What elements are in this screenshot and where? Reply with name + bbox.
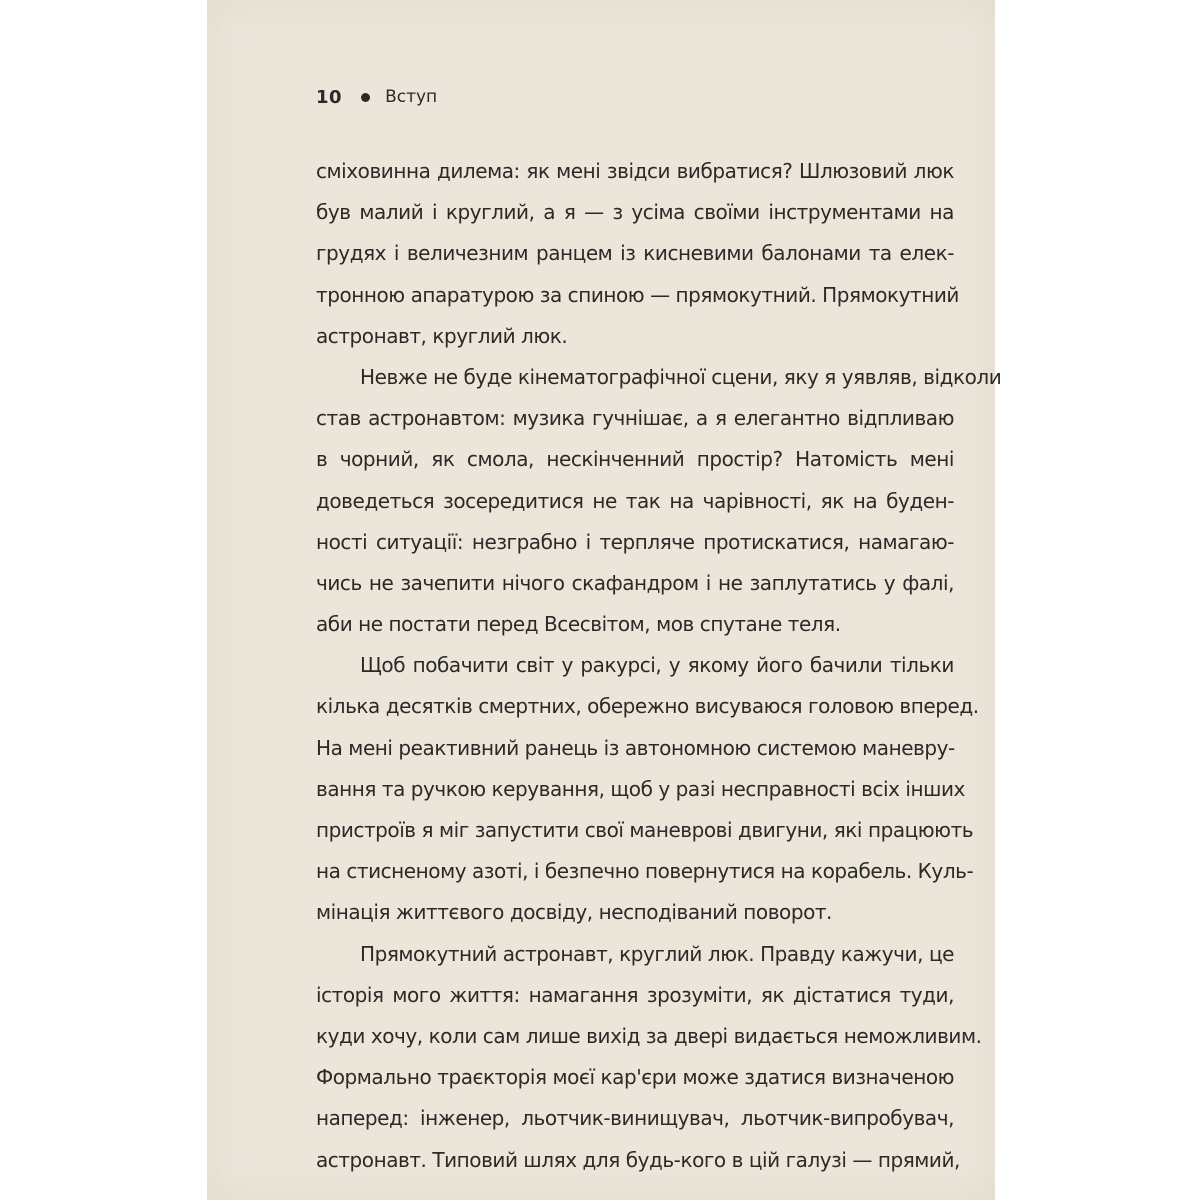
text-line: На мені реактивний ранець із автономною системою маневру-	[316, 735, 955, 760]
text-line: тронною апаратурою за спиною — прямокутний. Прямокутний	[316, 282, 959, 307]
text-line: аби не постати перед Всесвітом, мов спутане теля.	[316, 612, 841, 637]
text-line: був малий і круглий, а я — з усіма своїми інструментами на	[316, 200, 954, 225]
text-line: куди хочу, коли сам лише вихід за двері видається неможливим.	[316, 1023, 982, 1048]
text-line: астронавт, круглий люк.	[316, 323, 568, 348]
text-line: на стисненому азоті, і безпечно повернутися на корабель. Куль-	[316, 859, 974, 884]
text-line: Невже не буде кінематографічної сцени, яку я уявляв, відколи	[360, 364, 1002, 389]
text-line: ності ситуації: незграбно і терпляче протискатися, намагаю-	[316, 529, 954, 554]
text-line: мінація життєвого досвіду, несподіваний поворот.	[316, 900, 832, 925]
page-number: 10	[316, 86, 343, 108]
book-page	[207, 0, 1002, 1200]
body-text	[316, 151, 1002, 1181]
text-line: доведеться зосередитися не так на чарівності, як на буден-	[316, 488, 954, 513]
running-head	[316, 82, 437, 112]
text-line: в чорний, як смола, нескінченний простір? Натомість мені	[316, 447, 954, 472]
chapter-title: Вступ	[385, 87, 438, 107]
text-line: вання та ручкою керування, щоб у разі несправності всіх інших	[316, 776, 965, 801]
text-line: Щоб побачити світ у ракурсі, у якому його бачили тільки	[360, 653, 954, 678]
text-line: кілька десятків смертних, обережно висуваюся головою вперед.	[316, 694, 979, 719]
text-line: грудях і величезним ранцем із кисневими балонами та елек-	[316, 241, 954, 266]
text-line: пристроїв я міг запустити свої маневрові двигуни, які працюють	[316, 818, 974, 842]
text-line: сміховинна дилема: як мені звідси вибратися? Шлюзовий люк	[316, 159, 954, 183]
bullet-separator-icon	[361, 93, 370, 102]
text-line: астронавт. Типовий шлях для будь-кого в цій галузі — прямий,	[316, 1147, 960, 1172]
text-line: Прямокутний астронавт, круглий люк. Правду кажучи, це	[360, 941, 954, 966]
text-line: історія мого життя: намагання зрозуміти, як дістатися туди,	[316, 982, 954, 1007]
text-line: наперед: інженер, льотчик-винищувач, льотчик-випробувач,	[316, 1106, 954, 1131]
text-line: Формально траєкторія моєї кар'єри може здатися визначеною	[316, 1065, 954, 1090]
text-line: чись не зачепити нічого скафандром і не заплутатись у фалі,	[316, 570, 954, 595]
text-line: став астронавтом: музика гучнішає, а я елегантно відпливаю	[316, 406, 954, 431]
